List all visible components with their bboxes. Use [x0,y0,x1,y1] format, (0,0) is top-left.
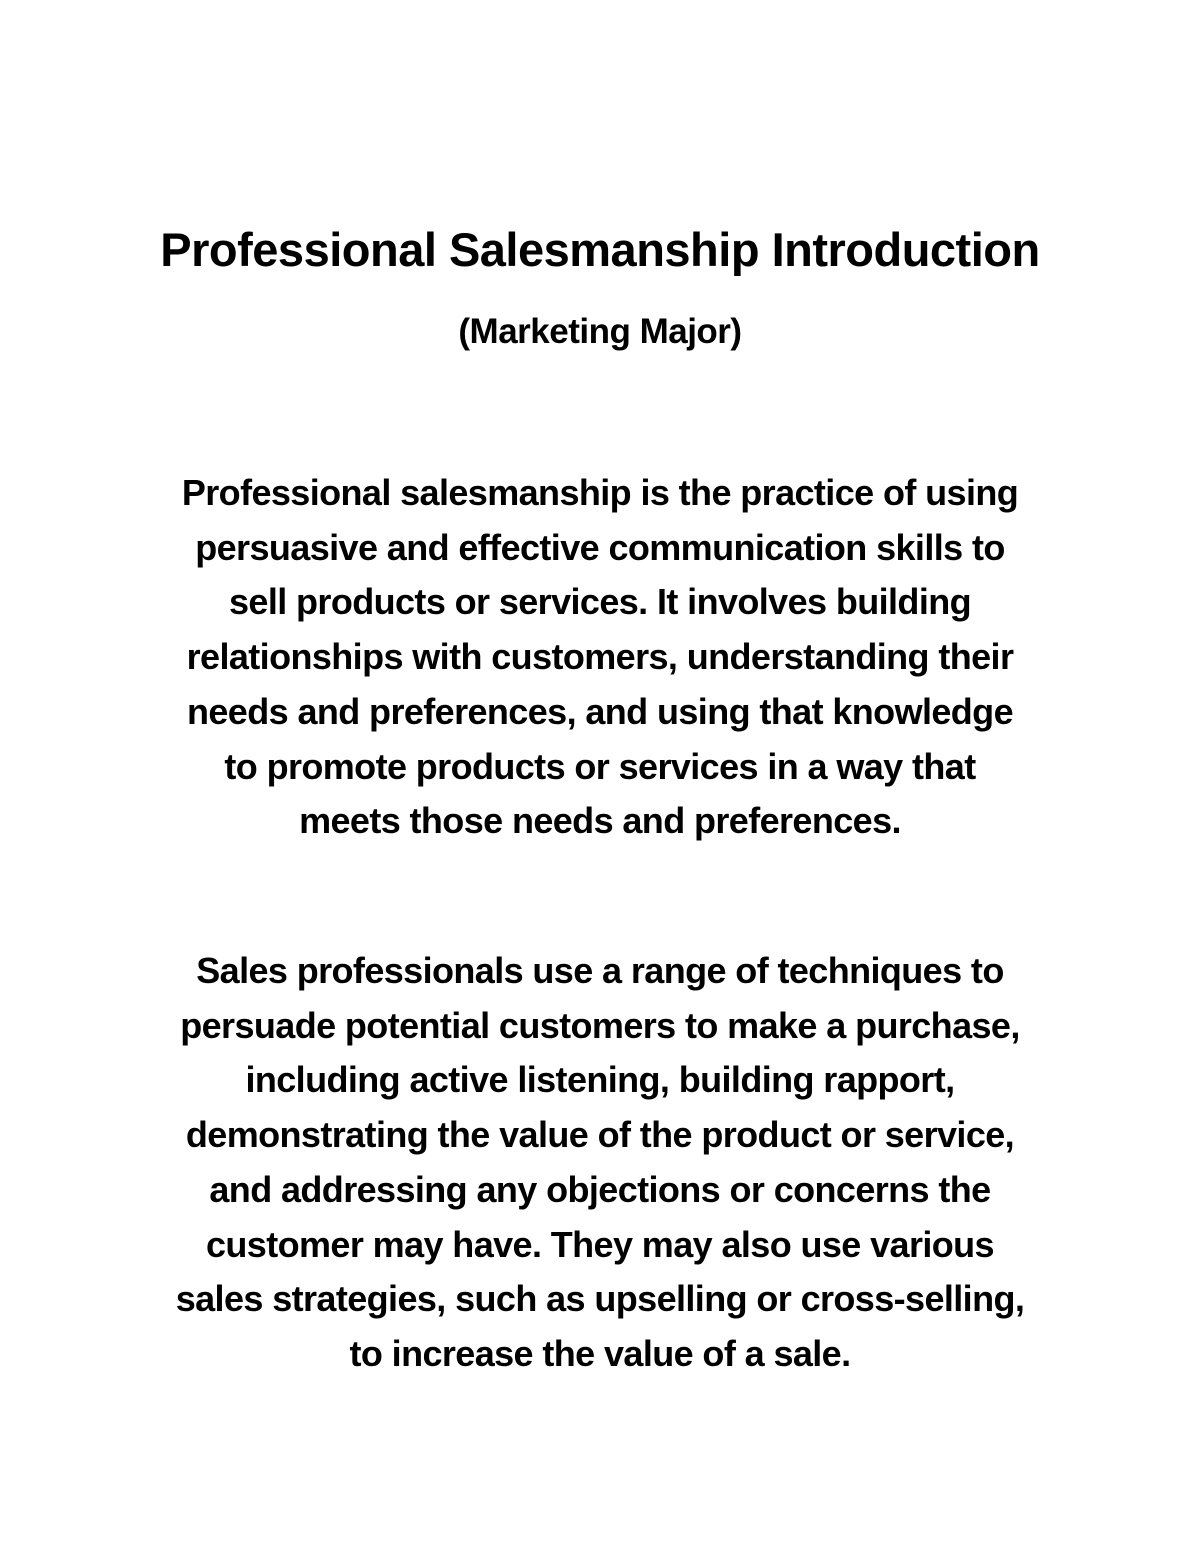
paragraph-line: persuade potential customers to make a purchase, [180,1004,1020,1046]
paragraph-line: demonstrating the value of the product or service, [185,1114,1015,1156]
paragraph-line: Professional salesmanship is the practice of using [181,472,1019,513]
paragraph-line: sell products or services. It involves building [228,581,972,623]
document-title: Professional Salesmanship Introduction [160,223,1040,276]
paragraph-line: persuasive and effective communication skills to [195,526,1005,568]
paragraph-line: customer may have. They may also use various [206,1223,994,1265]
paragraph-2 [120,944,1080,1382]
paragraph-line: to increase the value of a sale. [349,1332,851,1374]
paragraph-line: to promote products or services in a way that [224,745,976,787]
paragraph-line: needs and preferences, and using that knowledge [187,690,1013,732]
paragraph-line: and addressing any objections or concerns the [209,1168,991,1210]
paragraph-line: relationships with customers, understanding their [186,636,1014,678]
paragraph-line: sales strategies, such as upselling or cross-selling, [175,1278,1025,1320]
document-subtitle: (Marketing Major) [458,312,742,351]
paragraph-line: Sales professionals use a range of techniques to [196,950,1004,991]
paragraph-1 [120,466,1080,849]
paragraph-line: including active listening, building rapport, [245,1059,955,1101]
paragraph-line: meets those needs and preferences. [299,800,901,842]
